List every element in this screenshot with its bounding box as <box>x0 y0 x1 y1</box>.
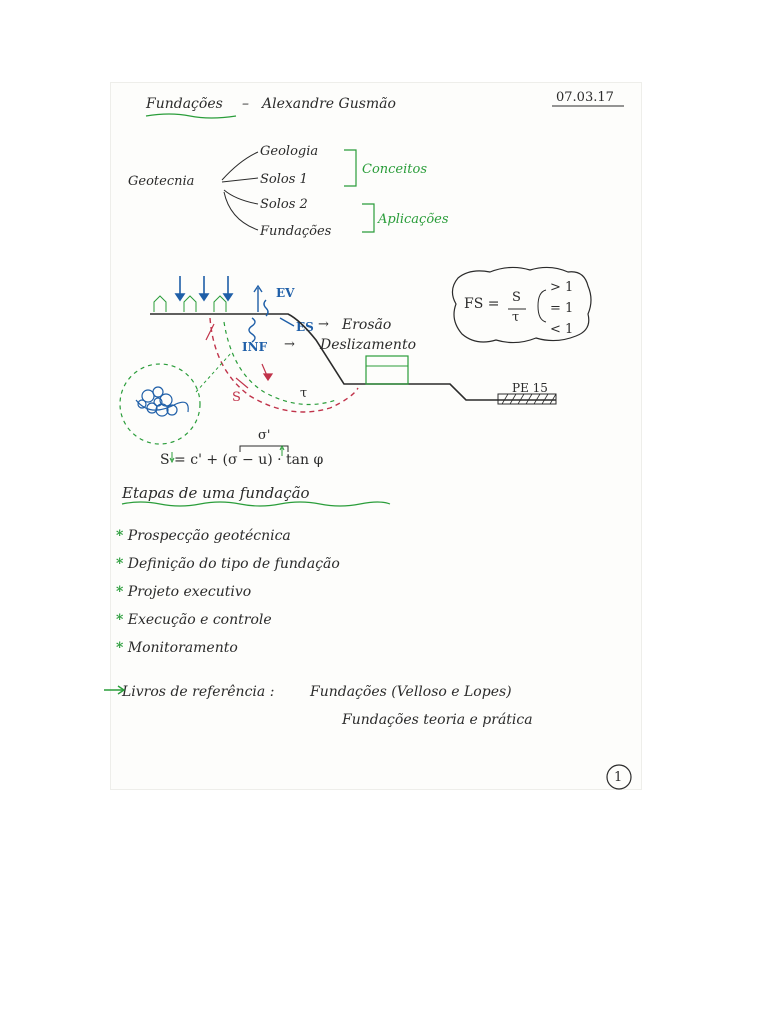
tree-branch-solos2: Solos 2 <box>260 197 308 212</box>
etapas-item: * Projeto executivo <box>116 584 252 600</box>
fs-case-lt: < 1 <box>550 322 574 337</box>
runoff-arrow-icon <box>280 318 294 326</box>
deslizamento-label: Deslizamento <box>320 337 417 353</box>
branch-line-fundacoes <box>224 192 258 230</box>
effective-stress-label: σ' <box>258 428 271 443</box>
fs-cloud-box <box>452 267 591 342</box>
date: 07.03.17 <box>556 90 614 105</box>
page-number: 1 <box>614 770 623 785</box>
fs-numerator: S <box>512 290 521 305</box>
page-number-circle <box>607 765 631 789</box>
branch-line-geologia <box>222 152 258 180</box>
etapas-item: * Definição do tipo de fundação <box>116 556 340 572</box>
bullet-star-icon: * <box>116 640 124 656</box>
reference-book-2: Fundações teoria e prática <box>342 712 533 728</box>
branch-line-solos1 <box>222 178 258 182</box>
reference-book-1: Fundações (Velloso e Lopes) <box>310 684 512 700</box>
fs-lhs: FS = <box>464 296 500 312</box>
bullet-star-icon: * <box>116 556 124 572</box>
conceitos-bracket <box>344 150 356 186</box>
infiltration-wave-icon <box>249 318 255 342</box>
fs-denominator: τ <box>512 310 520 325</box>
hatch-lines <box>502 394 556 404</box>
bullet-star-icon: * <box>116 584 124 600</box>
es-label: ES <box>296 320 314 334</box>
failure-surface-green <box>224 322 336 405</box>
tree-root: Geotecnia <box>128 174 195 189</box>
etapas-underline <box>122 502 390 506</box>
shear-strength-equation: S = c' + (σ − u) · tan φ <box>160 452 324 468</box>
page-title: Fundações <box>146 96 223 112</box>
etapas-item: * Execução e controle <box>116 612 272 628</box>
erosion-arrow: → <box>318 317 329 332</box>
aplicacoes-label: Aplicações <box>378 212 449 227</box>
fs-case-gt: > 1 <box>550 280 574 295</box>
etapas-heading: Etapas de uma fundação <box>122 484 310 502</box>
etapas-item: * Monitoramento <box>116 640 238 656</box>
etapas-item: * Prospecção geotécnica <box>116 528 291 544</box>
soil-grains-icon <box>136 387 188 416</box>
pe-label: PE 15 <box>512 381 548 395</box>
fs-cases-brace <box>538 290 546 322</box>
conceitos-label: Conceitos <box>362 162 427 177</box>
slope-profile <box>150 314 556 400</box>
title-separator: – <box>242 96 249 112</box>
shear-arrow-icons <box>206 324 272 388</box>
tree-branch-fundacoes: Fundações <box>260 224 332 239</box>
ev-label: EV <box>276 286 295 300</box>
aplicacoes-bracket <box>362 204 374 232</box>
references-label: Livros de referência : <box>122 684 275 700</box>
tree-branch-solos1: Solos 1 <box>260 172 308 187</box>
inf-label: INF <box>242 340 268 354</box>
shear-strength-label: S <box>232 390 241 405</box>
title-underline <box>146 114 236 118</box>
house-icon <box>214 296 226 312</box>
house-icon <box>184 296 196 312</box>
shear-stress-label: τ <box>300 386 308 401</box>
erosion-label: Erosão <box>342 317 392 333</box>
house-icon <box>154 296 166 312</box>
evaporation-arrow-icon <box>254 286 268 316</box>
author-name: Alexandre Gusmão <box>262 96 396 112</box>
deslizamento-arrow: → <box>284 337 295 352</box>
branch-line-solos2 <box>224 190 258 204</box>
building-icon <box>366 356 408 384</box>
load-arrow-icons <box>176 276 232 300</box>
tree-branch-geologia: Geologia <box>260 144 319 159</box>
fs-case-eq: = 1 <box>550 301 574 316</box>
bullet-star-icon: * <box>116 528 124 544</box>
failure-surface-red <box>210 318 358 412</box>
bullet-star-icon: * <box>116 612 124 628</box>
